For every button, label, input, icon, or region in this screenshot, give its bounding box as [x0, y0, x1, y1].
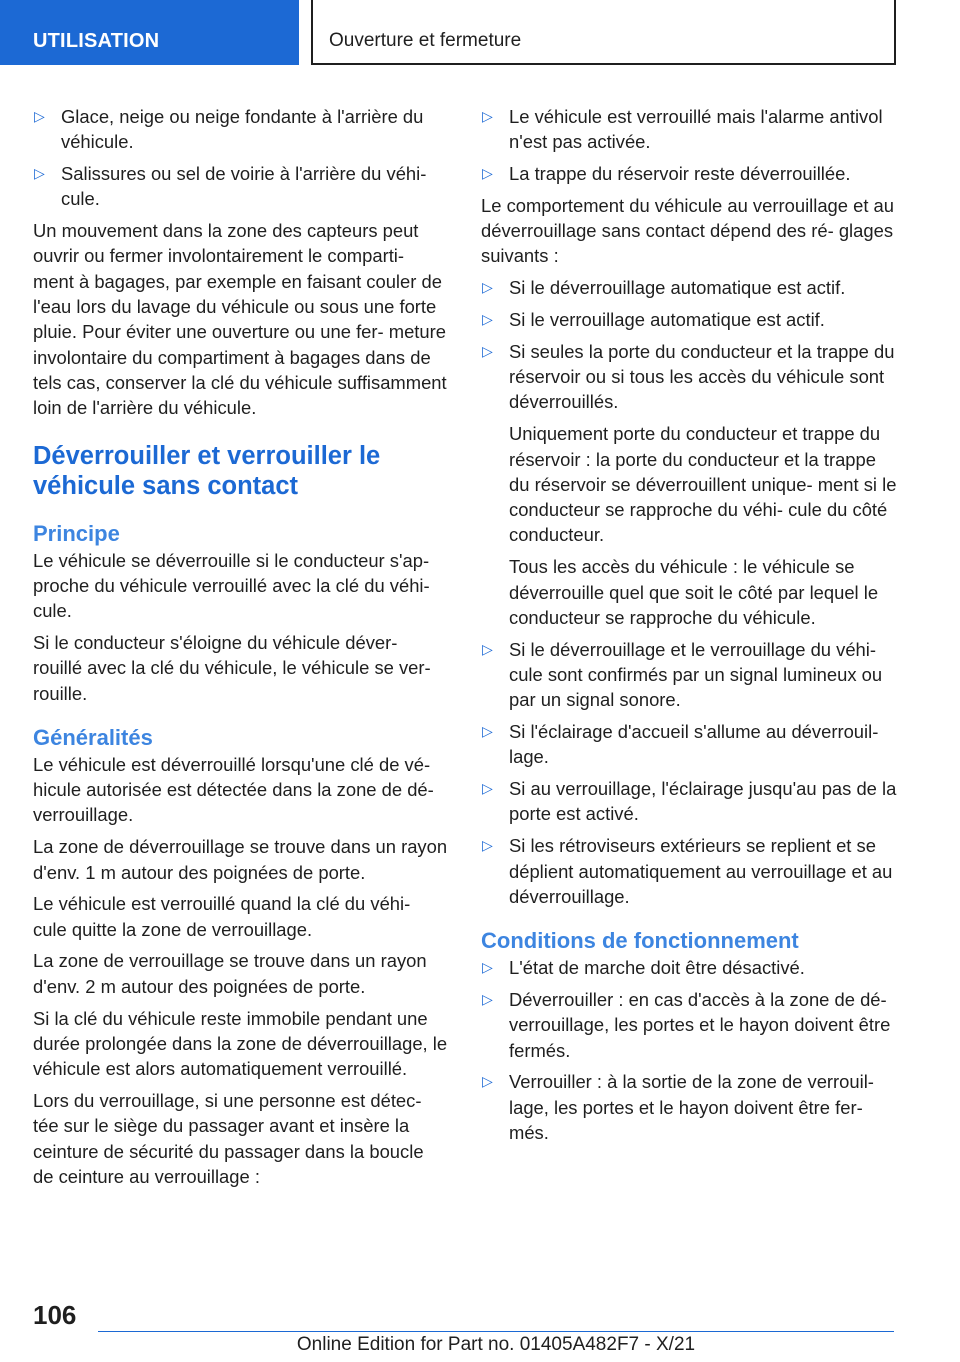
- paragraph: Lors du verrouillage, si une personne est détec‐ tée sur le siège du passager avant et insère la ceinture de sécurité du passager dans la boucle de ceinture au verrouillage :: [33, 1089, 424, 1187]
- subheading-conditions: Conditions de fonctionnement: [481, 928, 799, 954]
- triangle-bullet-icon: ▷: [482, 780, 493, 797]
- triangle-bullet-icon: ▷: [482, 990, 493, 1007]
- triangle-bullet-icon: ▷: [482, 723, 493, 740]
- list-item: ▷ Si l'éclairage d'accueil s'allume au déverrouil‐ lage.: [482, 721, 879, 768]
- list-item: ▷ Le véhicule est verrouillé mais l'alarme antivol n'est pas activée.: [482, 106, 883, 153]
- triangle-bullet-icon: ▷: [482, 837, 493, 854]
- triangle-bullet-icon: ▷: [482, 311, 493, 328]
- list-item: ▷ Si seules la porte du conducteur et la trappe du réservoir ou si tous les accès du véhicule sont déverrouillés.: [482, 340, 895, 413]
- paragraph: Le véhicule se déverrouille si le conducteur s'ap‐ proche du véhicule verrouillé avec la clé du véhi‐ cule.: [33, 549, 430, 622]
- list-item: ▷ Verrouiller : à la sortie de la zone de verrouil‐ lage, les portes et le hayon doivent être fer‐ més.: [482, 1071, 874, 1143]
- footer-edition: Online Edition for Part no. 01405A482F7 - X/21: [296, 1334, 696, 1355]
- paragraph: Si la clé du véhicule reste immobile pendant une durée prolongée dans la zone de déverrouillage, le véhicule est alors automatiquement verrouillé.: [33, 1007, 448, 1080]
- triangle-bullet-icon: ▷: [482, 108, 493, 124]
- list-item: ▷ Si le déverrouillage et le verrouillage du véhi‐ cule sont confirmés par un signal lumineux ou par un signal sonore.: [482, 638, 883, 711]
- left-column: [33, 104, 449, 1196]
- triangle-bullet-icon: ▷: [482, 959, 493, 976]
- right-column: [481, 104, 899, 1152]
- triangle-bullet-icon: ▷: [482, 342, 493, 359]
- section-tab: UTILISATION: [0, 0, 299, 65]
- page-number: 106: [33, 1300, 77, 1330]
- section-heading: Déverrouiller et verrouiller le véhicule sans contact: [33, 441, 381, 500]
- triangle-bullet-icon: ▷: [482, 1073, 493, 1090]
- list-item: ▷ Glace, neige ou neige fondante à l'arrière du véhicule.: [34, 106, 424, 153]
- paragraph: Le véhicule est verrouillé quand la clé du véhi‐ cule quitte la zone de verrouillage.: [33, 893, 411, 940]
- list-item: ▷ Si au verrouillage, l'éclairage jusqu'au pas de la porte est activé.: [482, 778, 897, 825]
- triangle-bullet-icon: ▷: [34, 108, 45, 124]
- chapter-title: Ouverture et fermeture: [311, 0, 896, 65]
- triangle-bullet-icon: ▷: [34, 165, 45, 182]
- paragraph: Le comportement du véhicule au verrouillage et au déverrouillage sans contact dépend des ré‐ glages suivants :: [481, 194, 895, 267]
- subheading-generalites: Généralités: [33, 724, 153, 750]
- list-item: ▷ La trappe du réservoir reste déverrouillée.: [482, 163, 851, 185]
- list-item: ▷ Salissures ou sel de voirie à l'arrière du véhi‐ cule.: [34, 163, 427, 210]
- paragraph: Le véhicule est déverrouillé lorsqu'une clé de vé‐ hicule autorisée est détectée dans la zone de dé‐ verrouillage.: [33, 753, 434, 826]
- triangle-bullet-icon: ▷: [482, 279, 493, 296]
- list-item: ▷ Si les rétroviseurs extérieurs se replient et se déplient automatiquement au verrouillage et au déverrouillage.: [482, 835, 893, 907]
- triangle-bullet-icon: ▷: [482, 640, 493, 657]
- paragraph: La zone de verrouillage se trouve dans un rayon d'env. 2 m autour des poignées de porte.: [33, 950, 427, 997]
- footer-rule: [98, 1331, 894, 1332]
- list-item: ▷ Si le verrouillage automatique est actif.: [482, 309, 825, 331]
- paragraph: Un mouvement dans la zone des capteurs peut ouvrir ou fermer involontairement le comparti‐ ment à bagages, par exemple en faisant couler de l'eau lors du lavage du véhicule ou sous une forte pluie. Pour éviter une ouverture ou une fer‐ meture involontaire du compartiment à bagages dans de tels cas, conserver la clé du véhicule suffisamment loin de l'arrière du véhicule.: [33, 220, 447, 419]
- sub-paragraph: Tous les accès du véhicule : le véhicule se déverrouille quel que soit le côté par lequel le conducteur se rapproche du véhicule.: [509, 556, 879, 628]
- paragraph: Si le conducteur s'éloigne du véhicule déver‐ rouillé avec la clé du véhicule, le véhicule se ver‐ rouille.: [33, 631, 431, 704]
- list-item: ▷ Déverrouiller : en cas d'accès à la zone de dé‐ verrouillage, les portes et le hayon doivent être fermés.: [482, 988, 891, 1061]
- paragraph: La zone de déverrouillage se trouve dans un rayon d'env. 1 m autour des poignées de porte.: [33, 836, 448, 883]
- triangle-bullet-icon: ▷: [482, 165, 493, 182]
- subheading-principe: Principe: [33, 520, 120, 546]
- list-item: ▷ Si le déverrouillage automatique est actif.: [482, 277, 846, 299]
- sub-paragraph: Uniquement porte du conducteur et trappe du réservoir : la porte du conducteur et la trappe du réservoir se déverrouillent unique‐ ment si le conducteur se rapproche du véhi‐ cule du côté conducteur.: [509, 423, 897, 546]
- list-item: ▷ L'état de marche doit être désactivé.: [482, 957, 805, 979]
